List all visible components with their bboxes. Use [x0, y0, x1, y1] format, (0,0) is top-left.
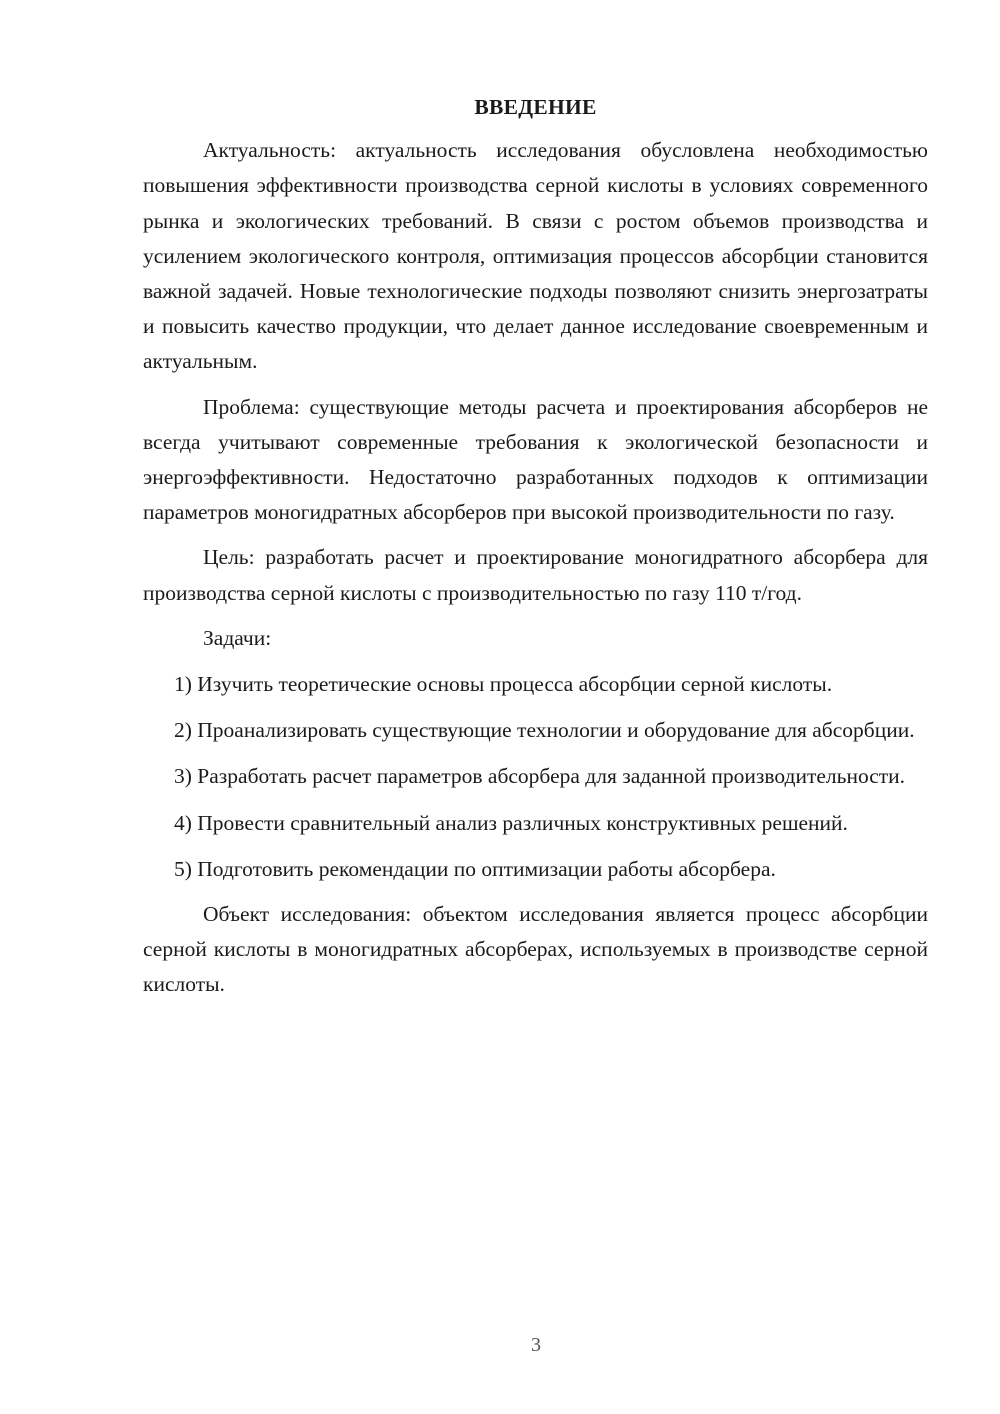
page-number: 3: [531, 1334, 541, 1356]
tasks-heading: Задачи:: [203, 625, 272, 650]
paragraph-problem: Проблема: существующие методы расчета и проектирования абсорберов не всегда учитывают современные требования к экологической безопасности и энергоэффективности. Недостаточно разработанных подходов к оптимизации параметров моногидратных абсорберов при высокой производительности по газу.: [143, 394, 928, 525]
paragraph-object: Объект исследования: объектом исследования является процесс абсорбции серной кислоты в моногидратных абсорберах, используемых в производстве серной кислоты.: [143, 902, 928, 997]
document-page: [143, 90, 928, 1003]
section-title: ВВЕДЕНИЕ: [474, 95, 597, 119]
task-item-5: 5) Подготовить рекомендации по оптимизации работы абсорбера.: [174, 856, 776, 881]
task-item-2: 2) Проанализировать существующие технологии и оборудование для абсорбции.: [174, 718, 915, 743]
paragraph-relevance: Актуальность: актуальность исследования обусловлена необходимостью повышения эффективности производства серной кислоты в условиях современного рынка и экологических требований. В связи с ростом объемов производства и усилением экологического контроля, оптимизация процессов абсорбции становится важной задачей. Новые технологические подходы позволяют снизить энергозатраты и повысить качество продукции, что делает данное исследование своевременным и актуальным.: [143, 138, 928, 374]
paragraph-goal: Цель: разработать расчет и проектирование моногидратного абсорбера для производства серной кислоты с производительностью по газу 110 т/год.: [143, 545, 928, 605]
task-item-4: 4) Провести сравнительный анализ различных конструктивных решений.: [174, 810, 848, 835]
task-item-3: 3) Разработать расчет параметров абсорбера для заданной производительности.: [174, 764, 906, 789]
task-item-1: 1) Изучить теоретические основы процесса абсорбции серной кислоты.: [174, 672, 833, 697]
